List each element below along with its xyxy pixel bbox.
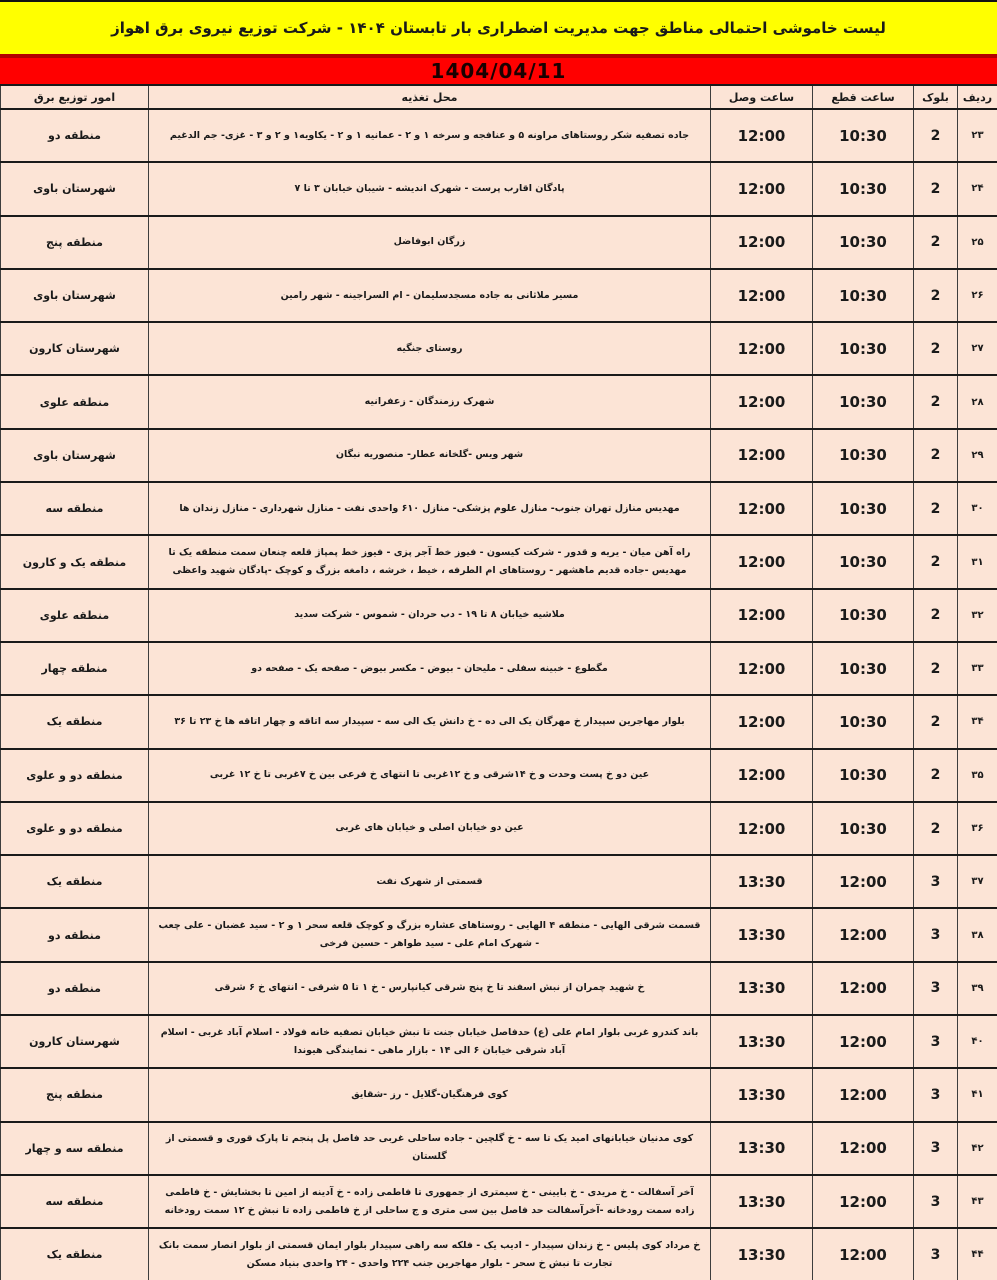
feed-location-cell: روستای جنگیه: [149, 322, 711, 375]
restore-time-cell: 12:00: [711, 375, 813, 428]
table-row: [1, 589, 997, 642]
table-row: [1, 1228, 997, 1280]
feed-location-cell: پادگان اقارب پرست - شهرک اندیشه - شیبان خیابان ۳ تا ۷: [149, 162, 711, 215]
feed-location-cell: خ مرداد کوی پلیس - خ زندان سپیدار - ادیب یک - فلکه سه راهی سپیدار بلوار ایمان قسمتی از بلوار انصار سمت بانک تجارت تا نبش خ سحر - بلوار مهاجرین جنب ۲۲۴ واحدی - ۲۴ واحدی بنیاد مسکن: [149, 1228, 711, 1280]
table-row: [1, 855, 997, 908]
row-number-cell: ۳۹: [958, 962, 997, 1015]
distribution-area-cell: منطقه یک: [1, 1228, 149, 1280]
cut-time-cell: 10:30: [813, 695, 914, 748]
distribution-area-cell: منطقه یک: [1, 695, 149, 748]
distribution-area-cell: منطقه سه: [1, 482, 149, 535]
row-number-cell: ۴۰: [958, 1015, 997, 1068]
header-distribution-area: امور توزیع برق: [1, 85, 149, 109]
schedule-table: [0, 84, 997, 1280]
cut-time-cell: 10:30: [813, 535, 914, 588]
distribution-area-cell: منطقه دو و علوی: [1, 749, 149, 802]
row-number-cell: ۳۲: [958, 589, 997, 642]
distribution-area-cell: منطقه علوی: [1, 375, 149, 428]
feed-location-cell: مگطوع - خبینه سفلی - ملیحان - بیوض - مکسر بیوض - صفحه یک - صفحه دو: [149, 642, 711, 695]
restore-time-cell: 13:30: [711, 1122, 813, 1175]
block-cell: 2: [914, 162, 958, 215]
distribution-area-cell: منطقه علوی: [1, 589, 149, 642]
restore-time-cell: 13:30: [711, 908, 813, 961]
cut-time-cell: 10:30: [813, 109, 914, 162]
row-number-cell: ۲۵: [958, 216, 997, 269]
feed-location-cell: آخر آسفالت - خ مریدی - خ بایینی - خ سیمتری از جمهوری تا فاطمی زاده - خ آدینه از امین تا بخشایش - خ فاطمی زاده سمت رودخانه -آخرآسفالت حد فاصل بین سی متری و ج ساحلی از خ فاطمی زاده تا نبش خ ۱۲ سمت رودخانه: [149, 1175, 711, 1228]
row-number-cell: ۲۸: [958, 375, 997, 428]
cut-time-cell: 12:00: [813, 855, 914, 908]
block-cell: 2: [914, 375, 958, 428]
block-cell: 2: [914, 589, 958, 642]
table-row: [1, 908, 997, 961]
header-row: [1, 85, 997, 109]
table-row: [1, 1122, 997, 1175]
block-cell: 2: [914, 322, 958, 375]
restore-time-cell: 13:30: [711, 855, 813, 908]
row-number-cell: ۴۱: [958, 1068, 997, 1121]
cut-time-cell: 12:00: [813, 1122, 914, 1175]
restore-time-cell: 12:00: [711, 109, 813, 162]
distribution-area-cell: شهرستان باوی: [1, 429, 149, 482]
table-row: [1, 749, 997, 802]
cut-time-cell: 12:00: [813, 1175, 914, 1228]
row-number-cell: ۴۴: [958, 1228, 997, 1280]
feed-location-cell: شهر ویس -گلخانه عطار- منصوریه نبگان: [149, 429, 711, 482]
row-number-cell: ۳۰: [958, 482, 997, 535]
row-number-cell: ۲۶: [958, 269, 997, 322]
feed-location-cell: خ شهید چمران از نبش اسفند تا خ پنج شرقی کیانپارس - خ ۱ تا ۵ شرقی - انتهای خ ۶ شرقی: [149, 962, 711, 1015]
feed-location-cell: مهدیس منازل تهران جنوب- منازل علوم پزشکی- منازل ۶۱۰ واحدی نفت - منازل شهرداری - منازل زندان ها: [149, 482, 711, 535]
distribution-area-cell: منطقه دو: [1, 962, 149, 1015]
restore-time-cell: 12:00: [711, 589, 813, 642]
schedule-table-body: [1, 109, 997, 1280]
distribution-area-cell: شهرستان باوی: [1, 269, 149, 322]
cut-time-cell: 12:00: [813, 908, 914, 961]
cut-time-cell: 10:30: [813, 269, 914, 322]
restore-time-cell: 12:00: [711, 216, 813, 269]
feed-location-cell: کوی مدنیان خیابانهای امید یک تا سه - خ گلچین - جاده ساحلی غربی حد فاصل پل پنجم تا پارک قوری و قسمتی از گلستان: [149, 1122, 711, 1175]
block-cell: 2: [914, 535, 958, 588]
restore-time-cell: 12:00: [711, 269, 813, 322]
row-number-cell: ۳۱: [958, 535, 997, 588]
table-row: [1, 695, 997, 748]
cut-time-cell: 12:00: [813, 1228, 914, 1280]
table-row: [1, 642, 997, 695]
row-number-cell: ۲۳: [958, 109, 997, 162]
cut-time-cell: 10:30: [813, 642, 914, 695]
cut-time-cell: 10:30: [813, 375, 914, 428]
cut-time-cell: 10:30: [813, 322, 914, 375]
header-row-number: ردیف: [958, 85, 997, 109]
distribution-area-cell: شهرستان باوی: [1, 162, 149, 215]
block-cell: 2: [914, 269, 958, 322]
row-number-cell: ۴۲: [958, 1122, 997, 1175]
feed-location-cell: کوی فرهنگیان-گلایل - رز -شقایق: [149, 1068, 711, 1121]
table-row: [1, 375, 997, 428]
restore-time-cell: 12:00: [711, 482, 813, 535]
distribution-area-cell: منطقه پنج: [1, 1068, 149, 1121]
distribution-area-cell: شهرستان کارون: [1, 1015, 149, 1068]
table-row: [1, 962, 997, 1015]
block-cell: 3: [914, 1228, 958, 1280]
feed-location-cell: راه آهن میان - یریه و قدور - شرکت کیسون - فیوز خط آجر پزی - فیوز خط پمپاژ قلعه چنعان سمت منطقه یک تا مهدیس -جاده قدیم ماهشهر - روستاهای ام الطرفه ، خیط ، خرشه ، دامغه بزرگ و کوچک -پادگان شهید واعظی: [149, 535, 711, 588]
row-number-cell: ۳۷: [958, 855, 997, 908]
page-title: لیست خاموشی احتمالی مناطق جهت مدیریت اضطراری بار تابستان ۱۴۰۴ - شرکت توزیع نیروی برق اهواز: [111, 19, 886, 37]
block-cell: 3: [914, 1175, 958, 1228]
block-cell: 2: [914, 802, 958, 855]
row-number-cell: ۲۹: [958, 429, 997, 482]
table-row: [1, 109, 997, 162]
restore-time-cell: 12:00: [711, 322, 813, 375]
table-row: [1, 1015, 997, 1068]
feed-location-cell: بلوار مهاجرین سپیدار خ مهرگان یک الی ده - خ دانش یک الی سه - سپیدار سه اتاقه و چهار اتاقه ها خ ۲۳ تا ۳۶: [149, 695, 711, 748]
cut-time-cell: 12:00: [813, 962, 914, 1015]
block-cell: 3: [914, 908, 958, 961]
restore-time-cell: 13:30: [711, 1068, 813, 1121]
distribution-area-cell: منطقه دو: [1, 908, 149, 961]
table-row: [1, 162, 997, 215]
feed-location-cell: ملاشیه خیابان ۸ تا ۱۹ - دب حردان - شموس - شرکت سدید: [149, 589, 711, 642]
restore-time-cell: 13:30: [711, 1228, 813, 1280]
cut-time-cell: 12:00: [813, 1015, 914, 1068]
block-cell: 2: [914, 216, 958, 269]
cut-time-cell: 10:30: [813, 589, 914, 642]
distribution-area-cell: منطقه چهار: [1, 642, 149, 695]
row-number-cell: ۳۳: [958, 642, 997, 695]
cut-time-cell: 10:30: [813, 216, 914, 269]
block-cell: 3: [914, 1068, 958, 1121]
restore-time-cell: 12:00: [711, 162, 813, 215]
feed-location-cell: مسیر ملاثانی به جاده مسجدسلیمان - ام السراجینه - شهر رامین: [149, 269, 711, 322]
header-restore-time: ساعت وصل: [711, 85, 813, 109]
table-row: [1, 1175, 997, 1228]
block-cell: 2: [914, 749, 958, 802]
table-row: [1, 429, 997, 482]
block-cell: 3: [914, 1015, 958, 1068]
row-number-cell: ۳۴: [958, 695, 997, 748]
distribution-area-cell: شهرستان کارون: [1, 322, 149, 375]
block-cell: 2: [914, 482, 958, 535]
distribution-area-cell: منطقه پنج: [1, 216, 149, 269]
restore-time-cell: 13:30: [711, 962, 813, 1015]
cut-time-cell: 10:30: [813, 162, 914, 215]
row-number-cell: ۳۵: [958, 749, 997, 802]
restore-time-cell: 13:30: [711, 1175, 813, 1228]
date-banner: [0, 54, 997, 84]
feed-location-cell: عین دو خیابان اصلی و خیابان های غربی: [149, 802, 711, 855]
row-number-cell: ۲۴: [958, 162, 997, 215]
restore-time-cell: 12:00: [711, 535, 813, 588]
restore-time-cell: 13:30: [711, 1015, 813, 1068]
block-cell: 3: [914, 1122, 958, 1175]
distribution-area-cell: منطقه یک و کارون: [1, 535, 149, 588]
row-number-cell: ۴۳: [958, 1175, 997, 1228]
feed-location-cell: شهرک رزمندگان - زعفرانیه: [149, 375, 711, 428]
feed-location-cell: جاده تصفیه شکر روستاهای مراونه ۵ و عنافجه و سرخه ۱ و ۲ - عمانیه ۱ و ۲ - یکاویه۱ و ۲ و ۳ - غزی- جم الدغیم: [149, 109, 711, 162]
restore-time-cell: 12:00: [711, 802, 813, 855]
schedule-date: 1404/04/11: [430, 59, 567, 83]
block-cell: 2: [914, 642, 958, 695]
row-number-cell: ۳۶: [958, 802, 997, 855]
row-number-cell: ۳۸: [958, 908, 997, 961]
distribution-area-cell: منطقه سه: [1, 1175, 149, 1228]
restore-time-cell: 12:00: [711, 642, 813, 695]
table-row: [1, 535, 997, 588]
cut-time-cell: 10:30: [813, 749, 914, 802]
distribution-area-cell: منطقه دو: [1, 109, 149, 162]
title-banner: [0, 2, 997, 54]
cut-time-cell: 10:30: [813, 482, 914, 535]
header-block: بلوک: [914, 85, 958, 109]
table-row: [1, 1068, 997, 1121]
header-cut-time: ساعت قطع: [813, 85, 914, 109]
feed-location-cell: قسمتی از شهرک نفت: [149, 855, 711, 908]
header-feed-location: محل تغذیه: [149, 85, 711, 109]
table-row: [1, 482, 997, 535]
block-cell: 2: [914, 429, 958, 482]
distribution-area-cell: منطقه سه و چهار: [1, 1122, 149, 1175]
distribution-area-cell: منطقه دو و علوی: [1, 802, 149, 855]
cut-time-cell: 10:30: [813, 802, 914, 855]
feed-location-cell: عین دو خ پست وحدت و خ ۱۴شرقی و خ ۱۲غربی تا انتهای خ فرعی بین خ ۷غربی تا خ ۱۲ غربی: [149, 749, 711, 802]
row-number-cell: ۲۷: [958, 322, 997, 375]
block-cell: 3: [914, 855, 958, 908]
cut-time-cell: 10:30: [813, 429, 914, 482]
table-row: [1, 216, 997, 269]
feed-location-cell: باند کندرو غربی بلوار امام علی (ع) حدفاصل خیابان جنت تا نبش خیابان تصفیه خانه فولاد - اسلام آباد غربی - اسلام آباد شرقی خیابان ۶ الی ۱۴ - بازار ماهی - نمایندگی هیوندا: [149, 1015, 711, 1068]
distribution-area-cell: منطقه یک: [1, 855, 149, 908]
restore-time-cell: 12:00: [711, 695, 813, 748]
feed-location-cell: قسمت شرقی الهایی - منطقه ۴ الهایی - روستاهای عشاره بزرگ و کوچک قلعه سحر ۱ و ۲ - سید غضبان - علی چعب - شهرک امام علی - سید طواهر - حسین فرخی: [149, 908, 711, 961]
feed-location-cell: زرگان ابوفاضل: [149, 216, 711, 269]
table-row: [1, 802, 997, 855]
restore-time-cell: 12:00: [711, 429, 813, 482]
cut-time-cell: 12:00: [813, 1068, 914, 1121]
block-cell: 2: [914, 695, 958, 748]
block-cell: 3: [914, 962, 958, 1015]
table-row: [1, 269, 997, 322]
block-cell: 2: [914, 109, 958, 162]
restore-time-cell: 12:00: [711, 749, 813, 802]
table-row: [1, 322, 997, 375]
